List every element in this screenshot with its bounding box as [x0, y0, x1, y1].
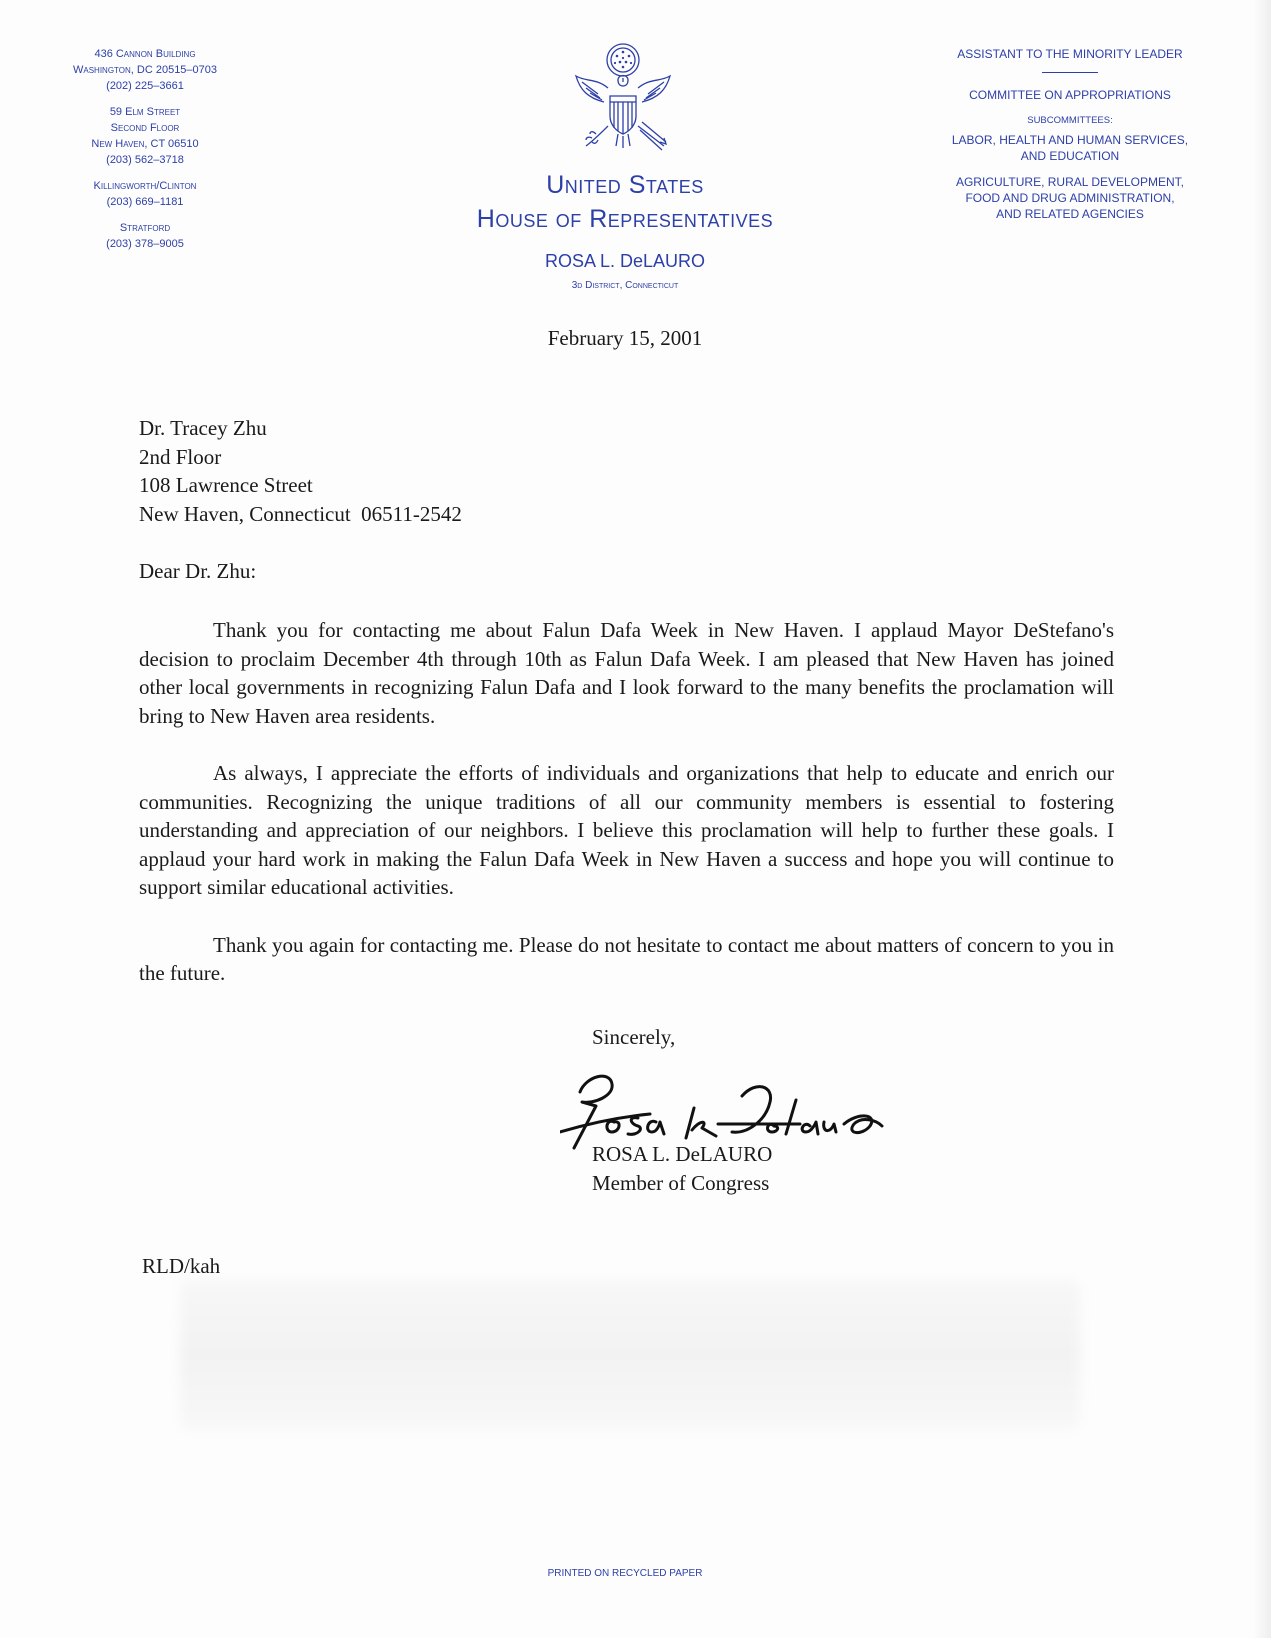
recycled-paper-note: PRINTED ON RECYCLED PAPER [547, 1568, 703, 1579]
typist-initials: RLD/kah [142, 1254, 221, 1278]
signer-name: ROSA L. DeLAURO [592, 1142, 773, 1166]
office-phone: (203) 378–9005 [106, 238, 184, 250]
body-paragraph: Thank you again for contacting me. Please do not hesitate to contact me about matters of concern to you in the future. [139, 932, 1114, 985]
office-new-haven [40, 104, 250, 168]
office-line: Washington, DC 20515–0703 [72, 64, 218, 76]
signer-block [592, 1140, 772, 1198]
office-phone: (202) 225–3661 [106, 80, 184, 92]
recipient-address [139, 414, 462, 528]
address-line: 2nd Floor [139, 444, 222, 469]
office-stratford [40, 220, 250, 252]
office-killingworth [40, 178, 250, 210]
office-line: Second Floor [110, 122, 180, 134]
office-phone: (203) 669–1181 [106, 196, 184, 208]
office-line: 436 Cannon Building [94, 48, 196, 60]
great-seal-icon [568, 38, 678, 156]
office-addresses [40, 46, 250, 262]
body-paragraph: Thank you for contacting me about Falun Dafa Week in New Haven. I applaud Mayor DeStefano's decision to proclaim December 4th through 10th as Falun Dafa Week. I am pleased that New Haven has joined other local governments in recognizing Falun Dafa and I look forward to the many benefits the proclamation will bring to New Haven area residents. [139, 618, 1114, 728]
leadership-title: ASSISTANT TO THE MINORITY LEADER [957, 47, 1183, 61]
address-line: New Haven, Connecticut 06511-2542 [139, 501, 462, 526]
member-district: 3d District, Connecticut [571, 280, 679, 291]
office-phone: (203) 562–3718 [106, 154, 184, 166]
subcommittee-line: AGRICULTURE, RURAL DEVELOPMENT, [955, 175, 1185, 189]
subcommittee-line: AND EDUCATION [1020, 149, 1120, 163]
office-line: Killingworth/Clinton [93, 180, 197, 192]
page-edge-shadow [1253, 0, 1271, 1638]
letterhead-title-line1: United States [546, 171, 704, 199]
house-letterhead [400, 168, 850, 291]
body-paragraph: As always, I appreciate the efforts of individuals and organizations that help to educate and enrich our communities. Recognizing the unique traditions of all our community members is essential to fostering understanding and appreciation of our neighbors. I believe this proclamation will help to further these goals. I applaud your hard work in making the Falun Dafa Week in New Haven a success and hope you will continue to support similar educational activities. [139, 761, 1114, 899]
signer-title: Member of Congress [592, 1171, 770, 1195]
letter-date: February 15, 2001 [547, 326, 703, 350]
subcommittee-agriculture [930, 174, 1210, 222]
subcommittee-line: LABOR, HEALTH AND HUMAN SERVICES, [951, 133, 1189, 147]
subcommittees-label: SUBCOMMITTEES: [1027, 115, 1113, 126]
paper-bleed-through [180, 1280, 1080, 1430]
committee-name: COMMITTEE ON APPROPRIATIONS [969, 88, 1171, 102]
divider [1042, 72, 1098, 73]
subcommittee-line: AND RELATED AGENCIES [996, 207, 1144, 221]
office-washington [40, 46, 250, 94]
letterhead-title-line2: House of Representatives [476, 205, 774, 233]
office-line: Stratford [119, 222, 171, 234]
letter-body [139, 616, 1114, 1017]
subcommittee-labor [930, 132, 1210, 164]
subcommittee-line: FOOD AND DRUG ADMINISTRATION, [965, 191, 1175, 205]
address-line: 108 Lawrence Street [139, 473, 313, 497]
office-line: 59 Elm Street [109, 106, 181, 118]
address-line: Dr. Tracey Zhu [139, 416, 267, 440]
office-line: New Haven, CT 06510 [91, 138, 199, 150]
salutation: Dear Dr. Zhu: [139, 559, 257, 583]
member-name: ROSA L. DeLAURO [544, 251, 706, 271]
committee-assignments [930, 46, 1210, 222]
closing: Sincerely, [592, 1025, 676, 1049]
